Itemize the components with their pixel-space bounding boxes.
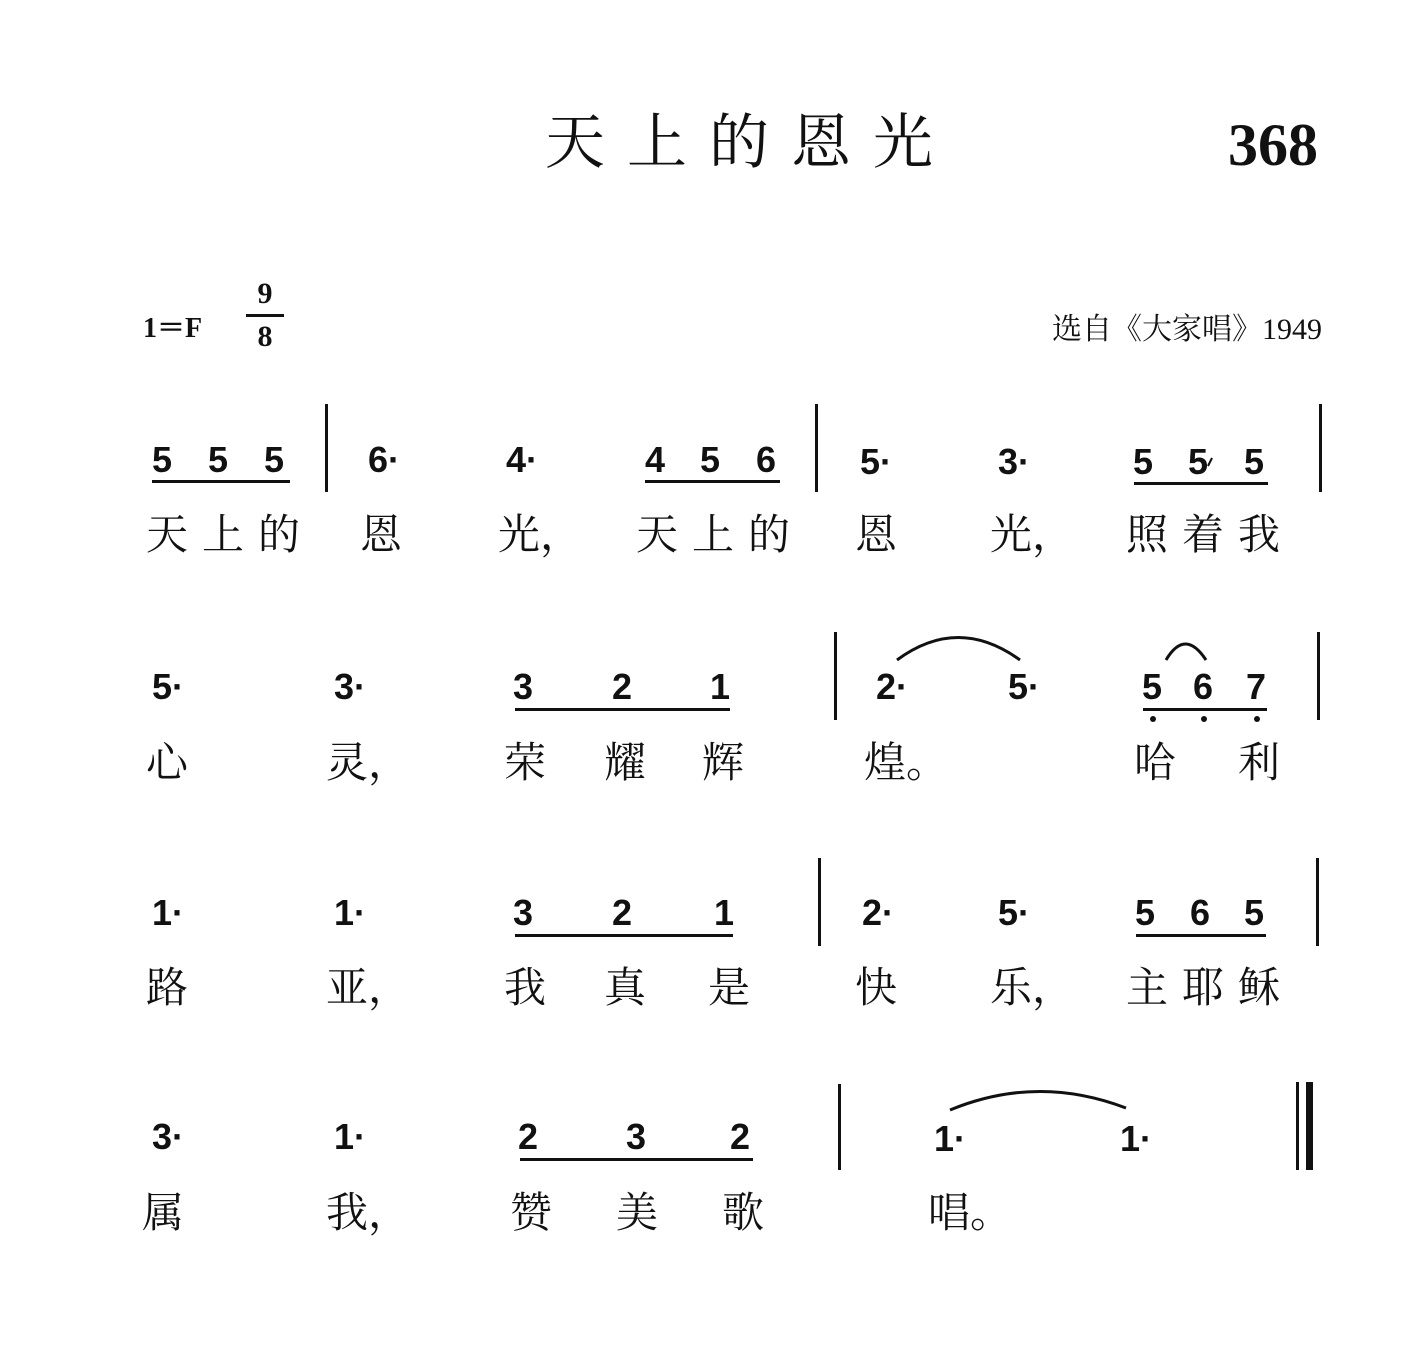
- note: 5: [1188, 441, 1209, 482]
- slur-arc: [1166, 644, 1206, 660]
- note: 7: [1246, 666, 1267, 707]
- note: 5: [1133, 441, 1154, 482]
- lyric: 心: [146, 738, 189, 787]
- lyric: 利: [1238, 738, 1281, 787]
- lyric: 辉: [702, 738, 745, 787]
- note: 1·: [934, 1118, 967, 1159]
- note: 3·: [334, 666, 367, 707]
- source-text: 选自《大家唱》: [1052, 312, 1262, 347]
- source-year: 1949: [1262, 313, 1322, 346]
- note: 5: [1135, 892, 1156, 933]
- lyric: 唱。: [928, 1188, 1013, 1237]
- note: 4: [645, 439, 666, 480]
- lyric: 乐，: [990, 963, 1075, 1012]
- note: 1·: [334, 1116, 367, 1157]
- note: 2: [730, 1116, 751, 1157]
- lyric: 恩: [855, 510, 898, 559]
- lyric: 歌: [722, 1188, 765, 1237]
- lyric: 煌。: [864, 738, 949, 787]
- breath-mark: [1208, 458, 1212, 466]
- lyric: 我: [1238, 510, 1281, 559]
- lyric: 上: [692, 510, 735, 559]
- note: 1: [710, 666, 731, 707]
- key-signature: 1＝F: [143, 313, 203, 344]
- lyric: 天: [636, 510, 679, 559]
- note: 6: [1193, 666, 1214, 707]
- note: 3: [626, 1116, 647, 1157]
- lyric: 亚，: [326, 963, 411, 1012]
- lyric: 照: [1126, 510, 1169, 559]
- lyric: 的: [258, 510, 301, 559]
- note: 5: [1142, 666, 1163, 707]
- note: 3·: [998, 441, 1031, 482]
- lyric: 的: [748, 510, 791, 559]
- note: 2: [612, 666, 633, 707]
- tie-arc: [897, 638, 1020, 661]
- lyric: 耶: [1182, 963, 1225, 1012]
- note: 3: [513, 892, 534, 933]
- note: 5: [208, 439, 229, 480]
- note: 1·: [334, 892, 367, 933]
- note: 5: [1244, 441, 1265, 482]
- lyric: 上: [202, 510, 245, 559]
- note: 5: [152, 439, 173, 480]
- lyric: 主: [1126, 963, 1169, 1012]
- hymn-number: 368: [1228, 112, 1318, 178]
- lyric: 属: [142, 1188, 185, 1237]
- note: 6: [1190, 892, 1211, 933]
- note: 6: [756, 439, 777, 480]
- note: 5: [264, 439, 285, 480]
- note: 3: [513, 666, 534, 707]
- lyric: 稣: [1238, 963, 1281, 1012]
- hymn-title: 天上的恩光: [545, 108, 955, 178]
- note: 1: [714, 892, 735, 933]
- note: 3·: [152, 1116, 185, 1157]
- lyric: 天: [146, 510, 189, 559]
- tie-arc: [950, 1091, 1126, 1110]
- lyric: 真: [604, 963, 647, 1012]
- note: 1·: [1120, 1118, 1153, 1159]
- note: 6·: [368, 439, 401, 480]
- lyric: 光，: [498, 510, 583, 559]
- lyric: 我，: [326, 1188, 411, 1237]
- lyric: 光，: [990, 510, 1075, 559]
- note: 1·: [152, 892, 185, 933]
- lyric: 灵，: [326, 738, 411, 787]
- time-numerator: 9: [257, 277, 273, 310]
- lyric: 哈: [1134, 738, 1177, 787]
- lyric: 荣: [504, 738, 547, 787]
- lyric: 恩: [360, 510, 403, 559]
- note: 5·: [152, 666, 185, 707]
- note: 2·: [876, 666, 909, 707]
- note: 4·: [506, 439, 539, 480]
- lyric: 着: [1182, 510, 1225, 559]
- lyric: 耀: [604, 738, 647, 787]
- lyric: 快: [855, 963, 898, 1012]
- note: 2: [612, 892, 633, 933]
- note: 5: [1244, 892, 1265, 933]
- note: 2·: [862, 892, 895, 933]
- time-denominator: 8: [257, 320, 273, 353]
- note: 2: [518, 1116, 539, 1157]
- lyric: 赞: [510, 1188, 553, 1237]
- note: 5·: [998, 892, 1031, 933]
- lyric: 是: [708, 963, 751, 1012]
- note: 5·: [860, 441, 893, 482]
- lyric: 我: [504, 963, 547, 1012]
- lyric: 美: [616, 1188, 659, 1237]
- note: 5·: [1008, 666, 1041, 707]
- lyric: 路: [146, 963, 189, 1012]
- note: 5: [700, 439, 721, 480]
